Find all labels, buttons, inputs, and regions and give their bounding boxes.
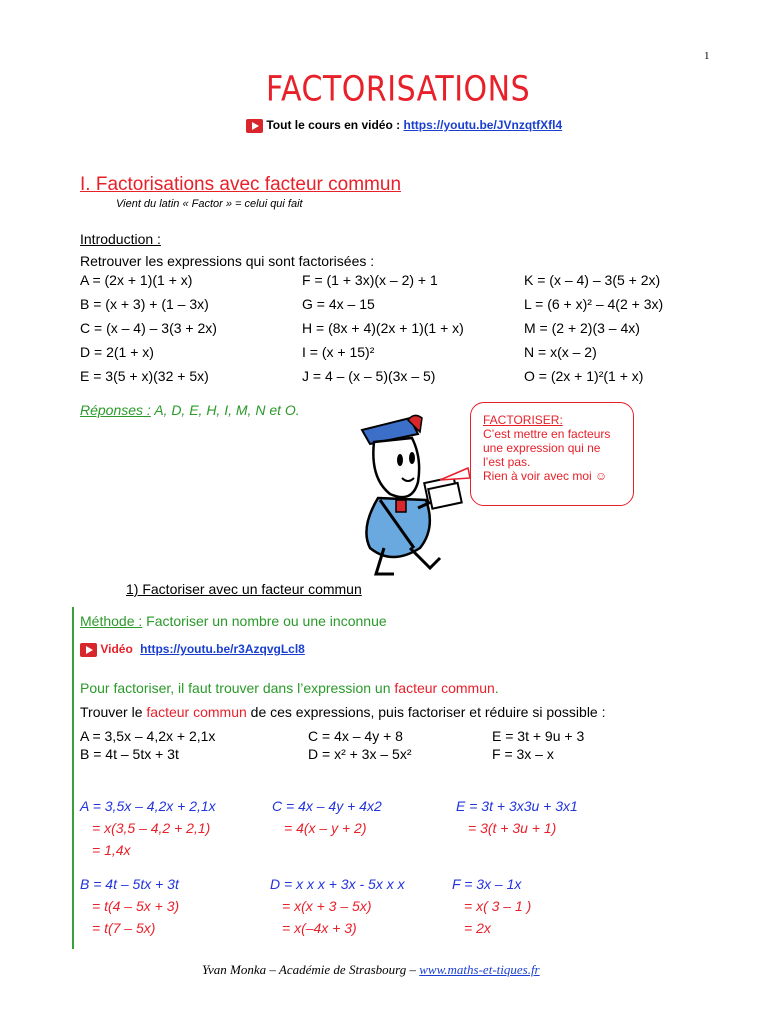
solution-line-c: C = 4x – 4y + 4x2 [272, 798, 382, 814]
mailman-illustration [340, 408, 470, 578]
solution-line-c: = 4(x – y + 2) [284, 820, 367, 836]
video-play-icon[interactable] [80, 643, 97, 657]
method-video-label: Vidéo [100, 642, 133, 656]
bubble-title: FACTORISER: [483, 413, 563, 427]
solution-line-a: = x(3,5 – 4,2 + 2,1) [92, 820, 211, 836]
solution-line-e: = 3(t + 3u + 1) [468, 820, 557, 836]
method-text: Factoriser un nombre ou une inconnue [142, 613, 387, 629]
answers-line [80, 402, 300, 418]
intro-instruction: Retrouver les expressions qui sont factorisées : [80, 253, 375, 269]
bubble-line: C’est mettre en facteurs [483, 427, 611, 441]
solution-line-a: = 1,4x [92, 842, 131, 858]
solution-line-a: A = 3,5x – 4,2x + 2,1x [80, 798, 216, 814]
intro-expression: N = x(x – 2) [524, 344, 597, 360]
bubble-line: l’est pas. [483, 455, 531, 469]
course-video-link[interactable]: https://youtu.be/JVnzqtfXfl4 [403, 118, 563, 132]
footer-link[interactable]: www.maths-et-tiques.fr [419, 962, 540, 977]
intro-expression: O = (2x + 1)²(1 + x) [524, 368, 644, 384]
intro-expression: I = (x + 15)² [302, 344, 375, 360]
course-video-line [246, 118, 562, 133]
answers-text: A, D, E, H, I, M, N et O. [150, 402, 300, 418]
exercise-expression: E = 3t + 9u + 3 [492, 728, 585, 744]
course-video-label: Tout le cours en vidéo : [266, 118, 404, 132]
intro-expression: C = (x – 4) – 3(3 + 2x) [80, 320, 217, 336]
intro-expression: A = (2x + 1)(1 + x) [80, 272, 193, 288]
method-tip [80, 680, 499, 696]
intro-expression: L = (6 + x)² – 4(2 + 3x) [524, 296, 664, 312]
exercise-expression: D = x² + 3x – 5x² [308, 746, 412, 762]
solution-line-d: D = x x x + 3x - 5x x x [270, 876, 405, 892]
exercise-expression: F = 3x – x [492, 746, 554, 762]
task-text: Trouver le [80, 704, 147, 720]
intro-expression: J = 4 – (x – 5)(3x – 5) [302, 368, 436, 384]
footer [202, 962, 540, 978]
page-title: FACTORISATIONS [266, 69, 531, 110]
solution-line-f: = 2x [464, 920, 491, 936]
tip-highlight: facteur commun [394, 680, 495, 696]
answers-label: Réponses : [80, 402, 151, 418]
exercise-expression: B = 4t – 5tx + 3t [80, 746, 179, 762]
task-highlight: facteur commun [146, 704, 247, 720]
footer-text: Yvan Monka – Académie de Strasbourg – [202, 962, 420, 977]
exercise-expression: A = 3,5x – 4,2x + 2,1x [80, 728, 216, 744]
method-sidebar [72, 607, 74, 949]
intro-expression: B = (x + 3) + (1 – 3x) [80, 296, 209, 312]
tip-end: . [494, 680, 499, 696]
section-title [80, 174, 401, 196]
tip-text: Pour factoriser, il faut trouver dans l’expression un [80, 680, 395, 696]
intro-expression: E = 3(5 + x)(32 + 5x) [80, 368, 209, 384]
intro-expression: H = (8x + 4)(2x + 1)(1 + x) [302, 320, 464, 336]
video-play-icon[interactable] [246, 119, 263, 133]
intro-expression: M = (2 + 2)(3 – 4x) [524, 320, 640, 336]
solution-line-d: = x(x + 3 – 5x) [282, 898, 372, 914]
bubble-line: une expression qui ne [483, 441, 601, 455]
intro-heading: Introduction : [80, 231, 161, 247]
bubble-line: Rien à voir avec moi ☺ [483, 469, 608, 483]
solution-line-f: F = 3x – 1x [452, 876, 522, 892]
method-title [80, 613, 387, 629]
section-subtitle: Vient du latin « Factor » = celui qui fait [116, 198, 303, 210]
solution-line-f: = x( 3 – 1 ) [464, 898, 532, 914]
intro-expression: G = 4x – 15 [302, 296, 375, 312]
method-task [80, 704, 606, 720]
subsection-title: 1) Factoriser avec un facteur commun [126, 581, 362, 597]
intro-expression: K = (x – 4) – 3(5 + 2x) [524, 272, 661, 288]
solution-line-b: = t(7 – 5x) [92, 920, 156, 936]
method-label: Méthode : [80, 613, 143, 629]
solution-line-d: = x(–4x + 3) [282, 920, 357, 936]
solution-line-e: E = 3t + 3x3u + 3x1 [456, 798, 578, 814]
method-video-link[interactable]: https://youtu.be/r3AzqvgLcl8 [140, 642, 305, 656]
section-title-text: I. Factorisations avec facteur commun [80, 174, 402, 195]
task-end: de ces expressions, puis factoriser et réduire si possible : [246, 704, 606, 720]
method-video-line [80, 642, 305, 657]
exercise-expression: C = 4x – 4y + 8 [308, 728, 403, 744]
page-number: 1 [704, 50, 710, 62]
solution-line-b: = t(4 – 5x + 3) [92, 898, 180, 914]
intro-expression: F = (1 + 3x)(x – 2) + 1 [302, 272, 438, 288]
intro-expression: D = 2(1 + x) [80, 344, 154, 360]
definition-bubble [470, 402, 634, 506]
solution-line-b: B = 4t – 5tx + 3t [80, 876, 179, 892]
